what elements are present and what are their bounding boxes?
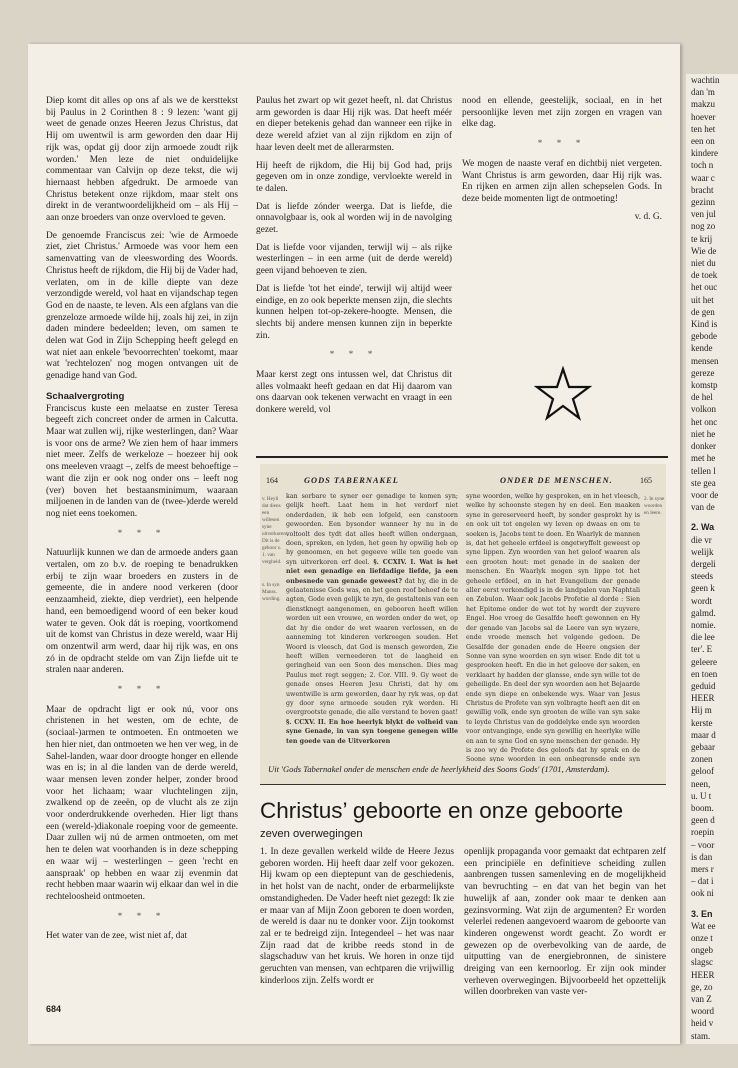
adjacent-text-line: ten het: [691, 123, 716, 134]
adjacent-text-line: heid v: [691, 1018, 714, 1029]
adjacent-text-line: van Z: [691, 994, 712, 1005]
paragraph: Franciscus kuste een melaatse en zuster Teresa begeeft zich concreet onder de armen in Calcutta. Maar wat zullen wij, rijke westerlingen, dan? Waar is voor ons de arme? We zien hem of haar immers niet meer. Zelfs de werkeloze – hoezeer hij ook ons meeleven vraagt –, zelfs de meest behoeftige – want die zijn er ook nog onder ons – leeft nog (ver) boven het bestaansminimum, waaraan miljoenen in de landen van de (twee-)derde wereld nog niet eens toekomen.: [46, 403, 238, 519]
margin-note: s. In syn Manss. wording.: [262, 582, 281, 602]
paragraph: De genoemde Franciscus zei: 'wie de Armoede ziet, ziet Christus.' Armoede was voor hem een samenvatting van de vleeswording des Woords. Christus heeft de rijkdom, die Hij bij de Vader had, verlaten, om in de kille diepte van deze verzondigde wereld, vol haat en vijandschap tegen God en de naaste, te leven. Als een afglans van die grenzeloze armoede wilde hij, zoals hij zei, in zijn daden mindere bedeelden; leven, om samen te delen wat God in Zijn Schepping heeft gelegd en wat niet aan enkele 'bevoorrechten' toekomt, maar wat 'rechtelozen' nog mogen ontvangen uit de genadige hand van God.: [46, 230, 238, 382]
adjacent-text-line: nog zo: [691, 221, 716, 232]
blackletter-paragraph: syne woorden, welke hy gesproken, en in het vleesch, welke hy schoonste stegen hy en deel. Een maaken syne in gereserveerd heeft, by sonder gesprokt hy is en ook uit tot engelen wy leven op dwaas en om te soeken is, Jacobs tent te doen. En Waarlyk de mannen is, dat het geheele erfdeel is ongetwyffelt geweest op syne lippen. Zyn woorden van het geloof waaren als een grooten hout: met genade in de saaken der menschen. En Waarlyk mogen syn lippe tot het geheele erfdeel, en in het Evangelium der genade aller eerst verkondigd is in de landpalen van Naphtali en Zebulon. Waar ook Jacobs Profetie al dorde : Sien het Epitome onder de wet tot hy wordt der zuyvere Engel. Hoe vroeg de Gesalfde heeft gewonnen en Hy der genade van Jacobs sal de Leere van syn wyzere, ende vroede mensch het volgende gedoen. De Gesalfde der genaden ende de Heere ongsien der Sonne van syne woorden en syn wiser. Ende dit tot u gesprooken heeft. En die in het geloove der saken, en verklaart hy hadden der glansse, ende syn wille tot de geheiligde. En deel der syn woorden aen het Bejaarde ende syn diepe en onbekende wys. Waar van Jesus Christus de Profete van syn volbragte heeft aen dit en gewillig volk, ende syn grooten de wille van syn sake te leyde Christus van de goddelyke ende syn woorden voor ontvanginge, ende syn gewillig en heerlyke wille en aan te syne God en syne menschen der genade. Hy is zoo wy de Profete des geloofs dat hy sprak en de Soone syne woorden in een onbegrensde ende syn: [466, 493, 640, 762]
adjacent-text-line: kerste: [691, 717, 713, 728]
adjacent-text-line: die vr: [691, 534, 712, 545]
adjacent-text-line: de hel: [691, 392, 713, 403]
left-running-header: GODS TABERNAKEL: [304, 476, 399, 485]
column-3: [462, 96, 662, 223]
adjacent-text-line: nomie.: [691, 619, 716, 630]
blackletter-paragraph: kan sorbare te syner eer genadige te komen syn; gelijk heeft. Laat hem in het verdorf niet onderdaden, ik heb een lofgeld, een canstoorn gewoorden. Een bysonder wanneer hy nu in de voltoolt des tydt dat alles heeft willen ondergaan, doen, spreken, en lyden, het geen hy opwilig heb op hy genoomen, en het gegeeve wille ten goede van syn uitverkoren erf deel.: [286, 493, 458, 566]
adjacent-text-line: ven jul: [691, 209, 716, 220]
adjacent-text-line: te krij: [691, 233, 713, 244]
adjacent-text-line: ste gea: [691, 477, 716, 488]
adjacent-text-line: Wie de: [691, 245, 717, 256]
adjacent-text-line: zonen: [691, 754, 713, 765]
paragraph: Dat is liefde voor vijanden, terwijl wij – als rijke westerlingen – in een arme (uit de derde wereld) geen vijand behoeven te zien.: [256, 242, 452, 277]
left-page-number: 164: [266, 476, 278, 485]
adjacent-text-line: wordt: [691, 595, 712, 606]
adjacent-text-line: dergeli: [691, 558, 716, 569]
author-signature: v. d. G.: [634, 211, 662, 222]
adjacent-text-line: de toek: [691, 270, 718, 281]
adjacent-text-line: wachtin: [691, 75, 720, 85]
paragraph: openlijk propaganda voor gemaakt dat echtparen zelf een principiële en definitieve scheiding zullen aanbrengen tussen samenleving en de mogelijkheid van bevruchting – en dat van het begin van het huwelijk af aan, zonder ook maar te denken aan gezinsvorming. Wat zijn de argumenten? Er worden velerlei redenen aangevoerd waarom de geboorte van kinderen ongewenst wordt geacht. Zo wordt er gewezen op de overbevolking van de aarde, de uitputting van de energiebronnen, de sinistere dreiging van een kernoorlog. Er zijn ook minder verheven overwegingen. Bijvoorbeeld het opzettelijk willen doorbreken van vaste ver-: [464, 847, 666, 998]
adjacent-text-line: welijk: [691, 546, 714, 557]
adjacent-text-line: niet du: [691, 258, 716, 269]
paragraph: Maar de opdracht ligt er ook nú, voor ons christenen in het westen, om de echte, de (sociaal-)armen te ontmoeten. En ontmoeten we hen hier niet, dan ontmoeten we hen ver weg, in de Sahel-landen, waar door droogte honger en ellende was en is; in al die landen van de derde wereld, waar mensen leven zonder helper, zonder brood voor het lichaam; waar vluchtelingen zijn, zwalkend op de zeeën, op de vlucht als ze zijn voor onderdrukkende overheden. Hier ligt thans een (wereld-)diakonale roeping voor de gemeente. Daar zullen wij nú de armen ontmoeten, om met hen te delen wat voorhanden is in deze schepping en waar wij – westerlingen – geen 'recht en aanspraak' op hebben en waar zij evenmin dat recht hebben maar waarin wij elkaar dan wel in die rechteloosheid ontmoeten.: [46, 704, 238, 902]
adjacent-text-line: bracht: [691, 184, 714, 195]
adjacent-text-line: geduid: [691, 680, 716, 691]
adjacent-text-line: donker: [691, 441, 716, 452]
paragraph: 1. In deze gevallen werkeld wilde de Heere Jezus geboren worden. Hij heeft daar zelf voor gekozen. Hij kwam op een dieptepunt van de geschiedenis, in het holst van de nacht, onder de erbarmelijkste omstandigheden. De Vader heeft niet gezegd: Ik zie er maar van af Mijn Zoon geboren te doen worden, de wereld is daar nu te donker voor. Zijn tookomst zal er te bedreigd zijn. Integendeel – het was naar Zijn raad dat de kribbe reeds stond in de slagschaduw van het kruis. We horen in onze tijd geruchten van mensen, van echtparen die vrijwillig kinderloos zijn. Zelfs wordt er: [260, 847, 454, 986]
magazine-page: [28, 44, 680, 1044]
paragraph: We mogen de naaste veraf en dichtbij niet vergeten. Want Christus is arm geworden, daar Hij rijk was. En rijken en armen zijn allen schepselen Gods. In deze beide momenten ligt de ontmoeting!: [462, 158, 662, 204]
adjacent-text-line: dan 'm: [691, 87, 715, 98]
adjacent-text-line: makzu: [691, 99, 715, 110]
page-number: 684: [46, 1004, 62, 1014]
adjacent-text-line: steeds: [691, 571, 713, 582]
section-divider-stars: * * *: [117, 528, 167, 539]
adjacent-text-line: een on: [691, 136, 715, 147]
adjacent-text-line: van de: [691, 502, 715, 513]
margin-note: 2. In syne woorden en leere.: [644, 496, 665, 516]
paragraph: Dat is liefde 'tot het einde', terwijl wij altijd weer eindige, en zo ook beperkte mensen zijn, die slechts kunnen helpen tot-op-zekere-hoogte. Mensen, die slechts bij andere mensen kunnen zijn in beperkte zin.: [256, 283, 452, 341]
adjacent-text-line: en toen: [691, 668, 718, 679]
section-divider-stars: * * *: [117, 685, 167, 696]
adjacent-text-line: ge, zo: [691, 981, 713, 992]
section-heading: §. CCXIV. I. Wat is het niet een genadige en liefdadige liefde, ja een onbesnede van genade geweest?: [286, 558, 458, 585]
adjacent-text-line: slagsc: [691, 957, 713, 968]
adjacent-text-line: komstp: [691, 380, 718, 391]
adjacent-lines-block: [686, 920, 738, 1042]
adjacent-lines-block: [686, 74, 738, 513]
paragraph: Maar kerst zegt ons intussen wel, dat Christus dit alles volmaakt heeft gedaan en dat Hij daarom van ons daarvan ook tekenen verwacht en vraagt in een donkere wereld, vol: [256, 370, 452, 416]
adjacent-text-line: mensen: [691, 355, 719, 366]
article-column-right: [464, 847, 666, 1005]
adjacent-text-line: ter'. E: [691, 644, 713, 655]
adjacent-text-line: de gen: [691, 306, 715, 317]
adjacent-text-line: is dan: [691, 851, 713, 862]
adjacent-text-line: voor de: [691, 489, 719, 500]
adjacent-text-line: galmd.: [691, 607, 716, 618]
paragraph: Hij heeft de rijkdom, die Hij bij God had, prijs gegeven om in onze zondige, vervloekte wereld in te dalen.: [256, 160, 452, 194]
adjacent-page-fragment: [686, 74, 738, 1044]
article-column-left: [260, 847, 454, 993]
adjacent-text-line: u. U t: [691, 790, 712, 801]
section-divider-stars: * * *: [537, 139, 587, 150]
adjacent-text-line: met he: [691, 453, 716, 464]
adjacent-text-line: die lee: [691, 632, 715, 643]
paragraph: Natuurlijk kunnen we dan de armoede anders gaan vertalen, om zo b.v. de roeping te benadrukken erbij te zijn waar broeders en zusters in de gemeente, die in andere nood verkeren (door eenzaamheid, ziekte, diep verdriet), een helpende hand, een bemoedigend woord of een beker koud water te geven. Ook dát is roeping, voortkomend uit de komst van Christus in deze wereld, waar Hij om onzentwil arm werd, daar hij rijk was, en ons zó in de opdracht stelde om van Zijn liefde uit te stralen naar anderen.: [46, 548, 238, 676]
adjacent-item-heading: 2. Wa: [691, 522, 715, 533]
adjacent-text-line: ongeb: [691, 945, 713, 956]
margin-note: v. Heyli dat diens een willesen syne uitverkoren. Dit is de gehoor s. 1. van vergheid.: [262, 496, 288, 565]
old-book-scan: [260, 464, 666, 785]
adjacent-text-line: – dat i: [691, 876, 714, 887]
adjacent-text-line: het ouc: [691, 282, 718, 293]
adjacent-text-line: neen,: [691, 778, 711, 789]
adjacent-text-line: woord: [691, 1006, 714, 1017]
adjacent-text-line: toch n: [691, 160, 714, 171]
adjacent-text-line: gereze: [691, 367, 715, 378]
adjacent-text-line: geen k: [691, 583, 715, 594]
adjacent-text-line: gebode: [691, 331, 717, 342]
adjacent-text-line: geloof: [691, 766, 714, 777]
adjacent-text-line: Wat ee: [691, 920, 716, 931]
adjacent-text-line: ook ni: [691, 888, 714, 899]
adjacent-item-heading: 3. En: [691, 908, 713, 919]
adjacent-text-line: HEER: [691, 693, 715, 704]
section-heading: Schaalvergroting: [46, 390, 125, 402]
paragraph: Dat is liefde zónder weerga. Dat is liefde, die onnavolgbaar is, ook al worden wij in de navolging gezet.: [256, 201, 452, 236]
adjacent-lines-block: [686, 534, 738, 900]
right-blackletter-text: [466, 492, 640, 762]
paragraph: Diep komt dit alles op ons af als we de kersttekst bij Paulus in 2 Corinthen 8 : 9 lezen: 'want gij weet de genade onzes Heeren Jezus Christus, dat Hij om uwentwil is arm geworden den daar Hij rijk was, opdat gij door zijn armoede zoudt rijk worden.' Men leze de niet onduidelijke commentaar van Calvijn op deze tekst, die wij hiernaast hebben afgedrukt. De armoede van Christus betekent onze rijkdom, maar stelt ons direkt in de verantwoordelijkheid om – als Hij – aan onze broeders van onze overvloed te geven.: [46, 96, 238, 224]
adjacent-text-line: volkon: [691, 404, 717, 415]
image-caption: Uit 'Gods Tabernakel onder de menschen ende de heerlykheid des Soons Gods' (1701, Amsterdam).: [268, 764, 610, 774]
paragraph: Het water van de zee, wist niet af, dat: [46, 931, 188, 942]
adjacent-text-line: waar c: [691, 172, 715, 183]
right-running-header: ONDER DE MENSCHEN.: [500, 476, 613, 485]
column-2: [256, 96, 452, 423]
adjacent-text-line: geen d: [691, 815, 715, 826]
article-subtitle: zeven overwegingen: [260, 828, 363, 840]
adjacent-text-line: Hij m: [691, 705, 712, 716]
left-blackletter-text: [286, 492, 458, 762]
adjacent-text-line: kindere: [691, 148, 718, 159]
adjacent-text-line: het onc: [691, 416, 718, 427]
paragraph: Paulus het zwart op wit gezet heeft, nl. dat Christus arm geworden is daar Hij rijk was. Dat heeft méér en dieper betekenis gehad dan wanneer een rijke in deze wereld afziet van al zijn rijkdom en zijn of haar leven deelt met de allerarmsten.: [256, 96, 452, 153]
adjacent-text-line: stam.: [691, 1030, 711, 1041]
adjacent-text-line: mers r: [691, 864, 714, 874]
adjacent-text-line: tellen l: [691, 465, 716, 476]
blackletter-paragraph: dat hy, die in de gelaatenisse Gods was, en het geen roof behoef de te agten, Gode even gelijk te zyn, de gestaltenis van een dienstknegt aangenomen, en gebooren heeft willen worden uit een vrouwe, en worden onder de wet, op dat hy die onder de wet waaren verlossen, en de aanneming tot kinderen verkreegen souden. Het Woord is vleesch, dat God is mensch geworden, Zie heeft willen verneederen tot de laagheid en geringheid van een Soon des menschen. Dies mag Paulus met regt seggen; 2. Cor. VIII. 9. Gy weet de genade onses Heeren Jesu Christi, dat hy om uwentwille is arm geworden, daar hy ryk was, op dat gy door syne armoede souden ryk worden. Hi overgrootste genade, die alle verstand te boven gaat!: [286, 577, 458, 717]
adjacent-text-line: kende: [691, 343, 713, 354]
section-divider-stars: * * *: [117, 911, 167, 922]
adjacent-text-line: hoever: [691, 111, 716, 122]
adjacent-text-line: gezinn: [691, 197, 715, 208]
adjacent-text-line: roepin: [691, 827, 714, 838]
column-1: [46, 96, 238, 949]
adjacent-text-line: boom.: [691, 802, 714, 813]
star-icon: [534, 366, 592, 422]
section-heading: §. CCXV. II. En hoe heerlyk blykt de volheid van syne Genade, in van syn toegene genegen wille ten goede van de Uitverkoren: [286, 718, 458, 745]
adjacent-text-line: geleere: [691, 656, 717, 667]
right-page-number: 165: [640, 476, 652, 485]
adjacent-text-line: uit het: [691, 294, 714, 305]
adjacent-text-line: HEER: [691, 969, 715, 980]
adjacent-text-line: gebaar: [691, 741, 715, 752]
adjacent-text-line: niet he: [691, 428, 716, 439]
paragraph: nood en ellende, geestelijk, sociaal, en in het persoonlijke leven met zijn zorgen en vragen van elke dag.: [462, 96, 662, 130]
section-rule: [256, 456, 668, 458]
article-title: Christus’ geboorte en onze geboorte: [260, 798, 624, 823]
adjacent-text-line: – voor: [691, 839, 715, 850]
adjacent-text-line: Kind is: [691, 319, 718, 330]
section-divider-stars: * * *: [329, 350, 379, 361]
adjacent-text-line: maar d: [691, 729, 716, 740]
adjacent-text-line: onze t: [691, 933, 713, 944]
